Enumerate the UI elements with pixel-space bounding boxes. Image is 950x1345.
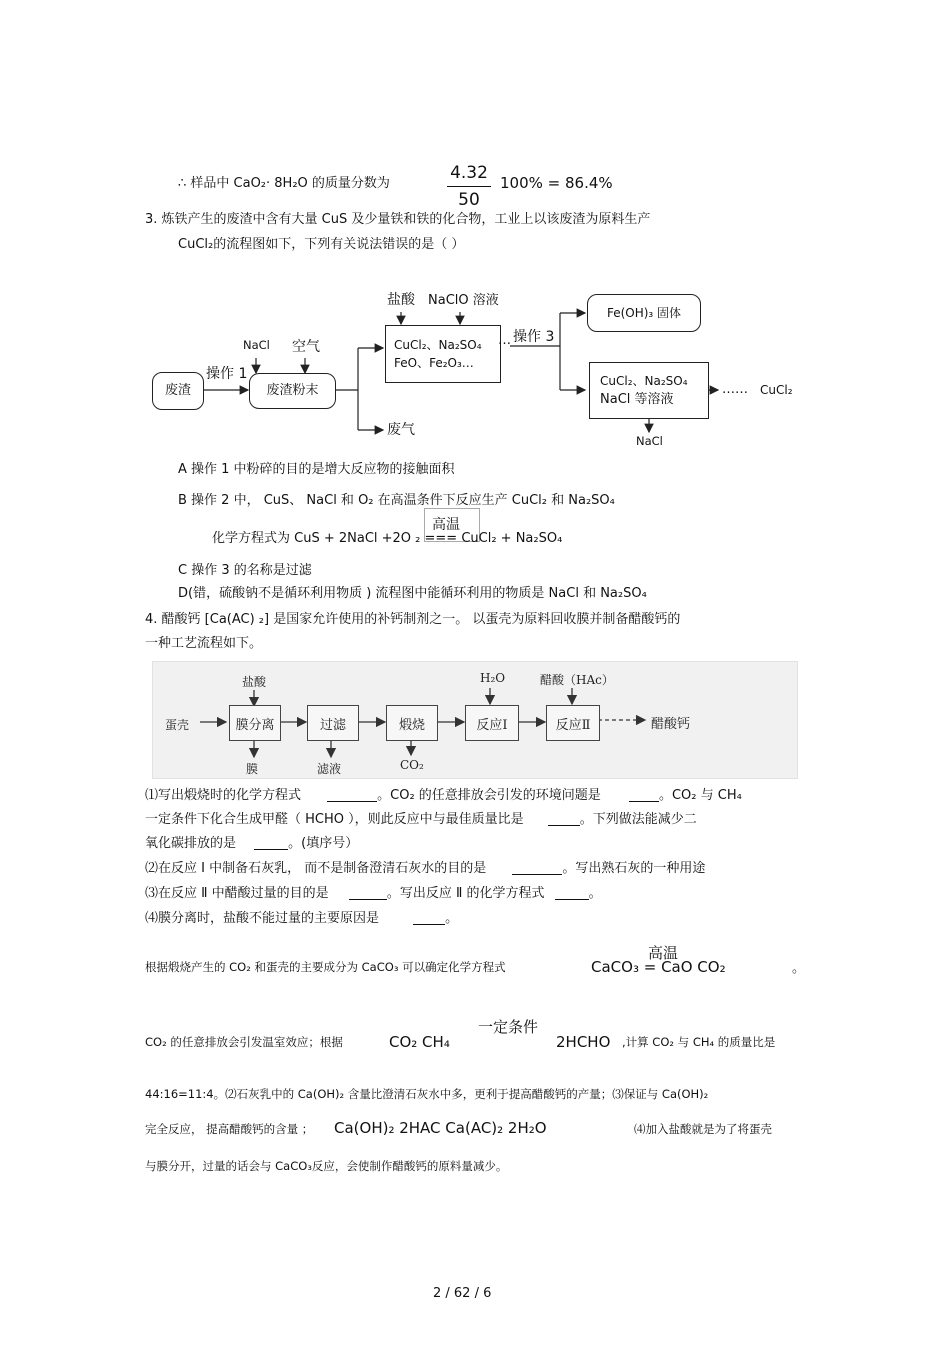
- page-number: 2 / 62 / 6: [433, 1286, 492, 1301]
- answer-blank: [413, 912, 445, 925]
- filtrate-label: 滤液: [317, 762, 342, 776]
- dots2: ……: [722, 382, 748, 397]
- fraction-denominator: 50: [458, 190, 480, 210]
- exhaust-gas-label: 废气: [387, 422, 415, 438]
- reaction2-label: 反应Ⅱ: [555, 717, 591, 733]
- q4-p1-f: 氧化碳排放的是: [145, 836, 237, 851]
- answer-line2-tail: ,计算 CO₂ 与 CH₄ 的质量比是: [622, 1035, 776, 1049]
- option-b-condition: 高温: [432, 517, 460, 533]
- answer-line2-reactants: CO₂ CH₄: [389, 1033, 450, 1051]
- q4-p3-b: 。写出反应 Ⅱ 的化学方程式: [386, 886, 545, 901]
- powder-label: 废渣粉末: [266, 383, 319, 399]
- answer-line5: 与膜分开，过量的话会与 CaCO₃反应，会使制作醋酸钙的原料量减少。: [145, 1159, 508, 1173]
- q4-hcl-label: 盐酸: [242, 675, 267, 689]
- q4-p4-a: ⑷膜分离时，盐酸不能过量的主要原因是: [145, 911, 380, 926]
- answer-line4-text: 完全反应， 提高醋酸钙的含量 ；: [145, 1122, 314, 1136]
- filter-box: [307, 705, 359, 741]
- option-d: D(错，硫酸钠不是循环利用物质 ) 流程图中能循环利用的物质是 NaCl 和 Na₂SO₄: [178, 586, 647, 601]
- answer-blank: [349, 887, 387, 900]
- calc-prefix: ∴ 样品中 CaO₂· 8H₂O 的质量分数为: [178, 176, 390, 191]
- reaction1-box: [465, 705, 519, 741]
- hcl-label: 盐酸: [387, 292, 415, 308]
- option-b-line1: B 操作 2 中， CuS、 NaCl 和 O₂ 在高温条件下反应生产 CuCl₂ 和 Na₂SO₄: [178, 493, 615, 508]
- answer-line4-equation: Ca(OH)₂ 2HAC Ca(AC)₂ 2H₂O: [334, 1119, 547, 1137]
- q4-p1-d: 一定条件下化合生成甲醛（ HCHO ），则此反应中与最佳质量比是: [145, 812, 524, 827]
- mixture1-line1: CuCl₂、Na₂SO₄: [394, 338, 482, 352]
- q4-p3: [145, 887, 602, 900]
- calcium-acetate-label: 醋酸钙: [651, 717, 691, 732]
- answer-line2-product: 2HCHO: [556, 1033, 611, 1051]
- q4-p1-c: 。CO₂ 与 CH₄: [658, 788, 742, 803]
- answer-line1-equation: CaCO₃ = CaO CO₂: [591, 958, 726, 976]
- q4-p1-line3: [145, 837, 358, 850]
- option-c: C 操作 3 的名称是过滤: [178, 563, 312, 578]
- nacl-out-label: NaCl: [636, 434, 663, 448]
- naclo-label: NaClO 溶液: [428, 293, 499, 308]
- calc-suffix: 100% = 86.4%: [500, 174, 613, 192]
- answer-blank: [254, 837, 288, 850]
- fraction-numerator: 4.32: [450, 163, 488, 183]
- feoh-label: Fe(OH)₃ 固体: [606, 306, 682, 320]
- cucl2-product: CuCl₂: [760, 383, 793, 397]
- membrane-label: 膜: [246, 762, 259, 776]
- answer-blank: [512, 862, 562, 875]
- answer-line3: 44:16=11:4。⑵石灰乳中的 Ca(OH)₂ 含量比澄清石灰水中多，更利于提高醋酸钙的产量；⑶保证与 Ca(OH)₂: [145, 1087, 709, 1101]
- answer-line1-condition: 高温: [648, 944, 679, 962]
- q4-p2-b: 。写出熟石灰的一种用途: [562, 861, 706, 876]
- answer-line2-text: CO₂ 的任意排放会引发温室效应；根据: [145, 1035, 343, 1049]
- calcine-label: 煅烧: [398, 717, 425, 733]
- q4-p1-b: 。CO₂ 的任意排放会引发的环境问题是: [377, 788, 601, 803]
- answer-blank: [629, 789, 659, 802]
- answer-line1-end: 。: [792, 961, 806, 976]
- q4-p2: [145, 862, 705, 875]
- acetic-acid-label: 醋酸（HAc）: [540, 673, 614, 687]
- q3-line1: 3. 炼铁产生的废渣中含有大量 CuS 及少量铁和铁的化合物，工业上以该废渣为原料生产: [145, 212, 651, 227]
- eggshell-label: 蛋壳: [165, 718, 190, 732]
- air-label: 空气: [292, 339, 320, 355]
- mixture1-line2: FeO、Fe₂O₃…: [394, 356, 474, 370]
- option-b-line2: 化学方程式为 CuS + 2NaCl +2O ₂ === CuCl₂ + Na₂SO₄: [212, 531, 563, 546]
- q4-p1-g: 。(填序号）: [288, 836, 359, 851]
- answer-line1-text: 根据煅烧产生的 CO₂ 和蛋壳的主要成分为 CaCO₃ 可以确定化学方程式: [145, 960, 506, 974]
- q4-p1-a: ⑴写出煅烧时的化学方程式: [145, 788, 302, 803]
- reaction1-label: 反应Ⅰ: [476, 717, 508, 733]
- q4-p1-line2: [145, 813, 697, 826]
- nacl-in-label: NaCl: [243, 338, 270, 352]
- option-a: A 操作 1 中粉碎的目的是增大反应物的接触面积: [178, 462, 455, 477]
- dots1: …: [498, 333, 511, 348]
- filter-label: 过滤: [319, 717, 346, 733]
- q4-p1-line1: [145, 789, 742, 802]
- answer-blank: [548, 813, 580, 826]
- calcine-box: [386, 705, 438, 741]
- mixture2-line1: CuCl₂、Na₂SO₄: [600, 373, 688, 388]
- co2-label: CO₂: [400, 758, 424, 772]
- q4-p3-c: 。: [588, 886, 602, 901]
- answer-blank: [555, 887, 589, 900]
- q4-line2: 一种工艺流程如下。: [145, 636, 263, 651]
- op3-label: 操作 3: [513, 329, 555, 345]
- waste-label: 废渣: [164, 383, 191, 399]
- op1-label: 操作 1: [206, 366, 248, 382]
- q4-p1-e: 。下列做法能减少二: [579, 812, 697, 827]
- membrane-separation-label: 膜分离: [235, 717, 275, 733]
- membrane-separation-box: [229, 705, 281, 741]
- q3-line2: CuCl₂的流程图如下，下列有关说法错误的是（ ）: [178, 237, 465, 252]
- reaction2-box: [546, 705, 600, 741]
- q4-p3-a: ⑶在反应 Ⅱ 中醋酸过量的目的是: [145, 886, 329, 901]
- q4-p4-b: 。: [445, 911, 459, 926]
- answer-blank: [327, 789, 377, 802]
- q4-line1: 4. 醋酸钙 [Ca(AC) ₂] 是国家允许使用的补钙制剂之一。 以蛋壳为原料回收膜并制备醋酸钙的: [145, 612, 681, 627]
- answer-line4-tail: ⑷加入盐酸就是为了将蛋壳: [634, 1122, 772, 1136]
- mixture2-line2: NaCl 等溶液: [600, 391, 674, 407]
- q4-p2-a: ⑵在反应 Ⅰ 中制备石灰乳， 而不是制备澄清石灰水的目的是: [145, 861, 487, 876]
- q4-p4: [145, 912, 458, 925]
- h2o-label: H₂O: [480, 671, 506, 685]
- answer-line2-condition: 一定条件: [478, 1018, 539, 1036]
